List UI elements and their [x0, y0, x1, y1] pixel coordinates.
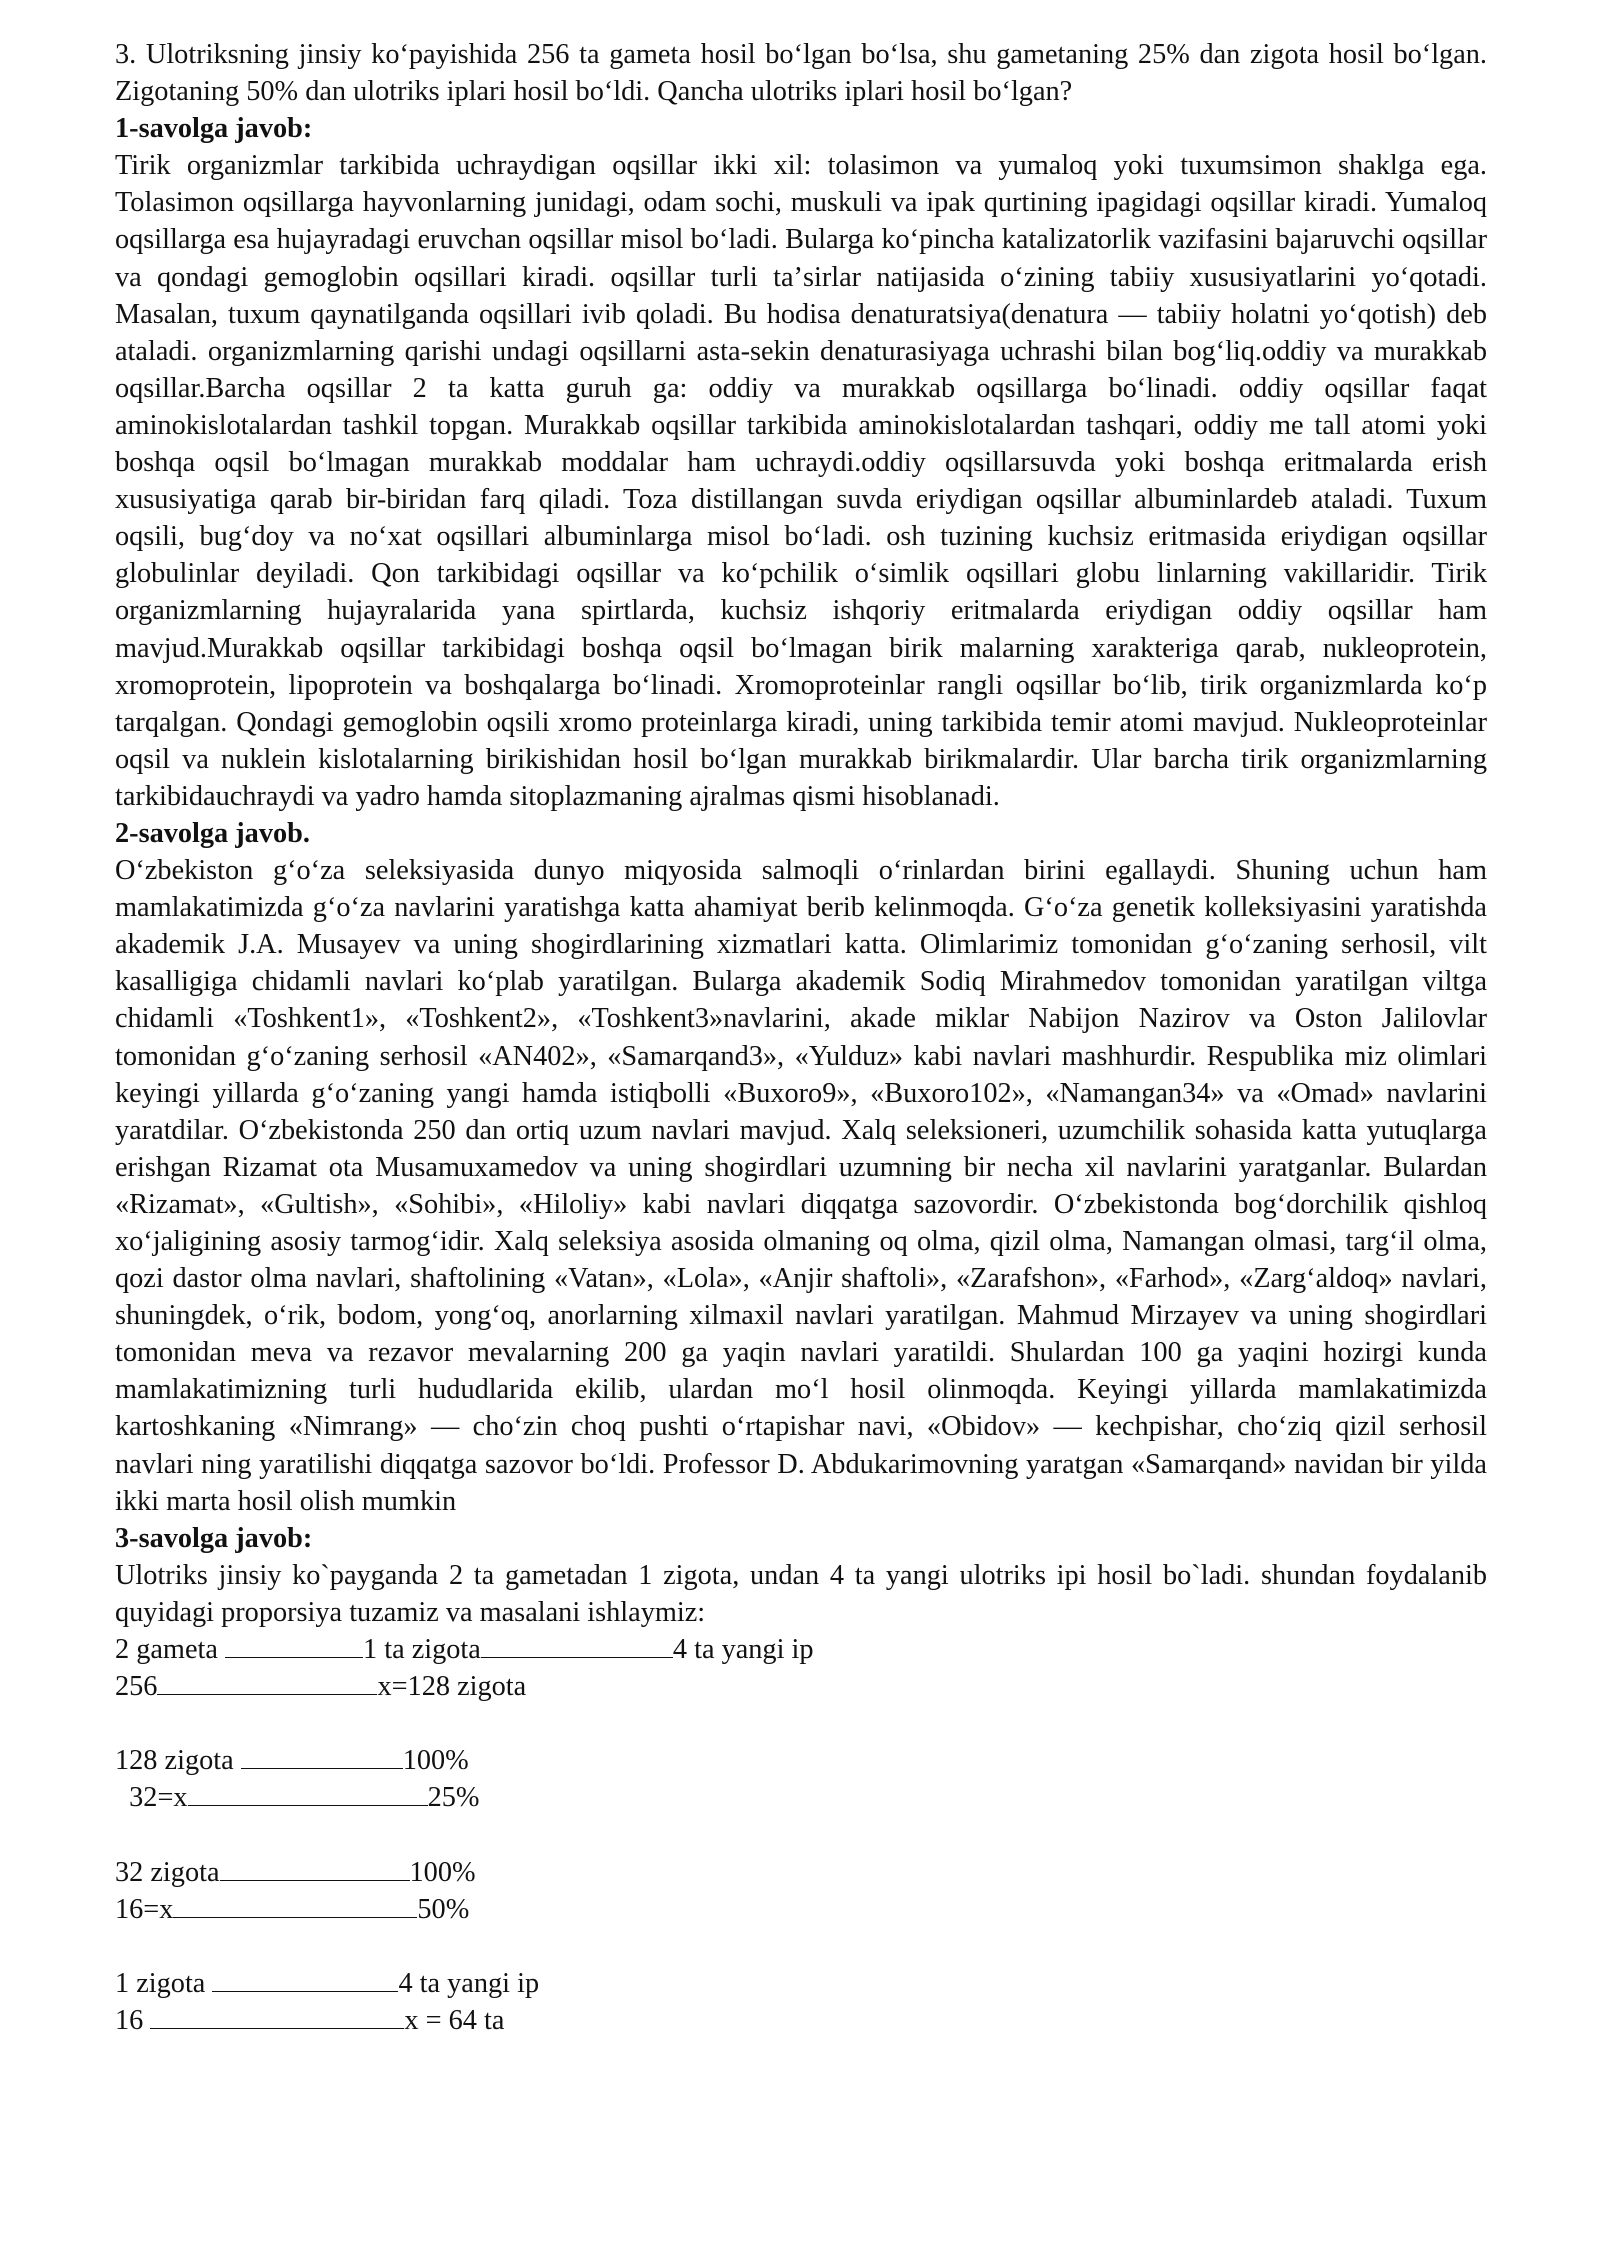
proportion-term: x = 64 ta	[404, 2004, 505, 2036]
proportion-row-6	[115, 1891, 1487, 1928]
blank-line	[157, 1668, 377, 1695]
blank-line	[241, 1742, 403, 1769]
blank-line	[225, 1631, 363, 1658]
blank-line	[481, 1631, 673, 1658]
proportion-term: x=128 zigota	[377, 1671, 527, 1703]
proportion-term: 1 zigota	[115, 1967, 213, 1999]
proportion-term: 16=x	[115, 1893, 174, 1925]
proportion-term: 4 ta yangi ip	[398, 1967, 540, 1999]
proportion-term: 25%	[427, 1782, 480, 1814]
blank-line	[188, 1779, 428, 1806]
proportion-row-8	[115, 2002, 1487, 2039]
blank-line	[212, 1965, 398, 1992]
proportion-row-4	[115, 1779, 1487, 1816]
answer-2-heading: 2-savolga javob.	[115, 817, 310, 849]
proportion-term: 128 zigota	[115, 1745, 241, 1777]
blank-line	[173, 1891, 417, 1918]
proportion-term: 16	[115, 2004, 151, 2036]
proportion-term: 256	[115, 1671, 158, 1703]
proportion-term: 2 gameta	[115, 1634, 225, 1666]
proportion-term: 4 ta yangi ip	[672, 1634, 814, 1666]
proportion-term: 1 ta zigota	[363, 1634, 481, 1666]
proportion-term: 32=x	[115, 1782, 188, 1814]
answer-3-text: Ulotriks jinsiy ko`payganda 2 ta gametadan 1 zigota, undan 4 ta yangi ulotriks ipi hosil bo`ladi. shundan foydalanib quyidagi proporsiya tuzamiz va masalani ishlaymiz:	[115, 1559, 1487, 1628]
proportion-term: 32 zigota	[115, 1856, 220, 1888]
question-3: 3. Ulotriksning jinsiy koʻpayishida 256 ta gameta hosil boʻlgan boʻlsa, shu gametaning 25% dan zigota hosil boʻlgan. Zigotaning 50% dan ulotriks iplari hosil boʻldi. Qancha ulotriks iplari hosil boʻlgan?	[115, 39, 1487, 108]
proportion-row-1	[115, 1631, 1487, 1668]
blank-line	[220, 1854, 410, 1881]
proportion-row-7	[115, 1965, 1487, 2002]
answer-3-heading: 3-savolga javob:	[115, 1522, 313, 1554]
answer-1-heading: 1-savolga javob:	[115, 113, 313, 145]
proportion-row-2	[115, 1668, 1487, 1705]
proportion-term: 100%	[409, 1856, 476, 1888]
proportion-row-5	[115, 1854, 1487, 1891]
blank-line	[150, 2002, 404, 2029]
proportion-term: 100%	[402, 1745, 469, 1777]
answer-2-text: Oʻzbekiston gʻoʻza seleksiyasida dunyo miqyosida salmoqli oʻrinlardan birini egallaydi. Shuning uchun ham mamlakatimizda gʻoʻza navlarini yaratishga katta ahamiyat berib kelinmoqda. Gʻoʻza genetik kolleksiyasini yaratishda akademik J.A. Musayev va uning shogirdlarining xizmatlari katta. Olimlarimiz tomonidan gʻoʻzaning serhosil, vilt kasalligiga chidamli navlari koʻplab yaratilgan. Bularga akademik Sodiq Mirahmedov tomonidan yaratilgan viltga chidamli «Toshkent1», «Toshkent2», «Toshkent3»navlarini, akade miklar Nabijon Nazirov va Oston Jalilovlar tomonidan gʻoʻzaning serhosil «AN402», «Samarqand3», «Yulduz» kabi navlari mashhurdir. Respublika miz olimlari keyingi yillarda gʻoʻzaning yangi hamda istiqbolli «Buxoro9», «Buxoro102», «Namangan34» va «Omad» navlarini yaratdilar. Oʻzbekistonda 250 dan ortiq uzum navlari mavjud. Xalq seleksioneri, uzumchilik sohasida katta yutuqlarga erishgan Rizamat ota Musamuxamedov va uning shogirdlari uzumning bir necha xil navlarini yaratganlar. Bulardan «Rizamat», «Gultish», «Sohibi», «Hiloliy» kabi navlari diqqatga sazovordir. Oʻzbekistonda bogʻdorchilik qishloq xoʻjaligining asosiy tarmogʻidir. Xalq seleksiya asosida olmaning oq olma, qizil olma, Namangan olmasi, targʻil olma, qozi dastor olma navlari, shaftolining «Vatan», «Lola», «Anjir shaftoli», «Zarafshon», «Farhod», «Zargʻaldoq» navlari, shuningdek, oʻrik, bodom, yongʻoq, anorlarning xilmaxil navlari yaratilgan. Mahmud Mirzayev va uning shogirdlari tomonidan meva va rezavor mevalarning 200 ga yaqin navlari yaratildi. Shulardan 100 ga yaqini hozirgi kunda mamlakatimizning turli hududlarida ekilib, ulardan moʻl hosil olinmoqda. Keyingi yillarda mamlakatimizda kartoshkaning «Nimrang» — choʻzin choq pushti oʻrtapishar navi, «Obidov» — kechpishar, choʻziq qizil serhosil navlari ning yaratilishi diqqatga sazovor boʻldi. Professor D. Abdukarimovning yaratgan «Samarqand» navidan bir yilda ikki marta hosil olish mumkin	[115, 855, 1487, 1517]
answer-1-text: Tirik organizmlar tarkibida uchraydigan oqsillar ikki xil: tolasimon va yumaloq yoki tuxumsimon shaklga ega. Tolasimon oqsillarga hayvonlarning junidagi, odam sochi, muskuli va ipak qurtining ipagidagi oqsillar kiradi. Yumaloq oqsillarga esa hujayradagi eruvchan oqsillar misol boʻladi. Bularga koʻpincha katalizatorlik vazifasini bajaruvchi oqsillar va qondagi gemoglobin oqsillari kiradi. oqsillar turli taʼsirlar natijasida oʻzining tabiiy xususiyatlarini yoʻqotadi. Masalan, tuxum qaynatilganda oqsillari ivib qoladi. Bu hodisa denaturatsiya(denatura — tabiiy holatni yoʻqotish) deb ataladi. organizmlarning qarishi undagi oqsillarni asta-sekin denaturasiyaga uchrashi bilan bogʻliq.oddiy va murakkab oqsillar.Barcha oqsillar 2 ta katta guruh ga: oddiy va murakkab oqsillarga boʻlinadi. oddiy oqsillar faqat aminokislotalardan tashkil topgan. Murakkab oqsillar tarkibida aminokislotalardan tashqari, oddiy me tall atomi yoki boshqa oqsil boʻlmagan murakkab moddalar ham uchraydi.oddiy oqsillarsuvda yoki boshqa eritmalarda erish xususiyatiga qarab bir-biridan farq qiladi. Toza distillangan suvda eriydigan oqsillar albuminlardeb ataladi. Tuxum oqsili, bugʻdoy va noʻxat oqsillari albuminlarga misol boʻladi. osh tuzining kuchsiz eritmasida eriydigan oqsillar globulinlar deyiladi. Qon tarkibidagi oqsillar va koʻpchilik oʻsimlik oqsillari globu linlarning vakillaridir. Tirik organizmlarning hujayralarida yana spirtlarda, kuchsiz ishqoriy eritmalarda eriydigan oddiy oqsillar ham mavjud.Murakkab oqsillar tarkibidagi boshqa oqsil boʻlmagan birik malarning xarakteriga qarab, nukleoprotein, xromoprotein, lipoprotein va boshqalarga boʻlinadi. Xromoproteinlar rangli oqsillar boʻlib, tirik organizmlarda koʻp tarqalgan. Qondagi gemoglobin oqsili xromo proteinlarga kiradi, uning tarkibida temir atomi mavjud. Nukleoproteinlar oqsil va nuklein kislotalarning birikishidan hosil boʻlgan murakkab birikmalardir. Ular barcha tirik organizmlarning tarkibidauchraydi va yadro hamda sitoplazmaning ajralmas qismi hisoblanadi.	[115, 150, 1487, 812]
proportion-term: 50%	[417, 1893, 470, 1925]
document-page	[115, 36, 1487, 2039]
proportion-row-3	[115, 1742, 1487, 1779]
